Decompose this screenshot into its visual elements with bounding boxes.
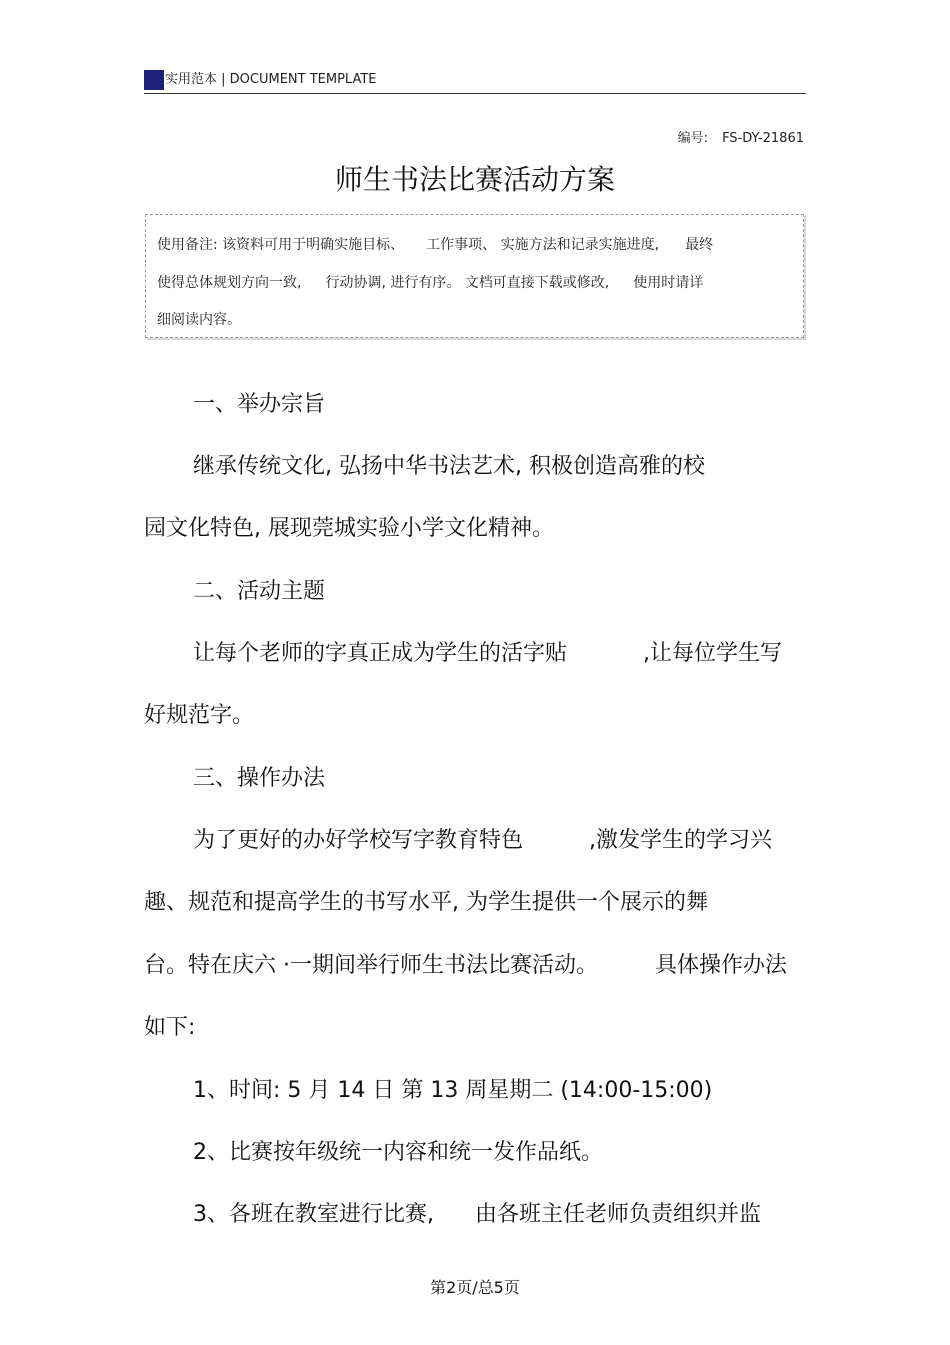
list-item-classroom: 3、各班在教室进行比赛,: [193, 1202, 434, 1227]
paragraph-line: 园文化特色, 展现莞城实验小学文化精神。: [144, 516, 554, 541]
paragraph-line: ,让每位学生写: [643, 641, 782, 666]
document-title: 师生书法比赛活动方案: [334, 163, 615, 196]
usage-note-line-3: 细阅读内容。: [157, 312, 241, 328]
paragraph-line: 继承传统文化, 弘扬中华书法艺术, 积极创造高雅的校: [193, 454, 705, 479]
header-divider: [144, 93, 806, 94]
document-number: [678, 127, 804, 146]
section-heading-theme: 二、活动主题: [193, 579, 326, 604]
list-item-paper: 2、比赛按年级统一内容和统一发作品纸。: [193, 1140, 603, 1165]
usage-note-text: 行动协调, 进行有序。 文档可直接下载或修改,: [325, 274, 610, 291]
header-logo-mark: [144, 70, 164, 90]
usage-note-text: 最终: [685, 237, 714, 253]
paragraph-line: 让每个老师的字真正成为学生的活字贴: [193, 641, 568, 666]
paragraph-line: 台。特在庆六 ·一期间举行师生书法比赛活动。: [144, 953, 598, 978]
list-item-classroom-cont: 由各班主任老师负责组织并监: [475, 1202, 762, 1227]
section-heading-purpose: 一、举办宗旨: [193, 392, 326, 417]
paragraph-line: 为了更好的办好学校写字教育特色: [193, 828, 524, 853]
paragraph-line: 趣、规范和提高学生的书写水平, 为学生提供一个展示的舞: [144, 890, 708, 915]
document-number-value: FS-DY-21861: [722, 131, 804, 146]
section-heading-method: 三、操作办法: [193, 766, 326, 791]
list-item-time: 1、时间: 5 月 14 日 第 13 周星期二 (14:00-15:00): [193, 1078, 713, 1103]
document-number-label: 编号:: [677, 131, 709, 146]
usage-note-text: 使用时请详: [633, 274, 704, 291]
usage-note-text: 使得总体规划方向一致,: [157, 274, 302, 291]
paragraph-line: 具体操作办法: [655, 953, 788, 978]
header-brand-text: 实用范本 | DOCUMENT TEMPLATE: [165, 72, 377, 87]
usage-note-box: [145, 214, 804, 338]
usage-note-text: 使用备注: 该资料可用于明确实施目标、: [157, 237, 405, 253]
paragraph-line: ,激发学生的学习兴: [589, 828, 772, 853]
page-footer: 第2页/总5页: [430, 1278, 520, 1297]
paragraph-line: 好规范字。: [144, 703, 255, 728]
paragraph-line: 如下:: [144, 1015, 196, 1040]
usage-note-text: 工作事项、 实施方法和记录实施进度,: [426, 237, 660, 253]
usage-note-line-1: [157, 227, 793, 265]
usage-note-line-2: [157, 265, 793, 303]
